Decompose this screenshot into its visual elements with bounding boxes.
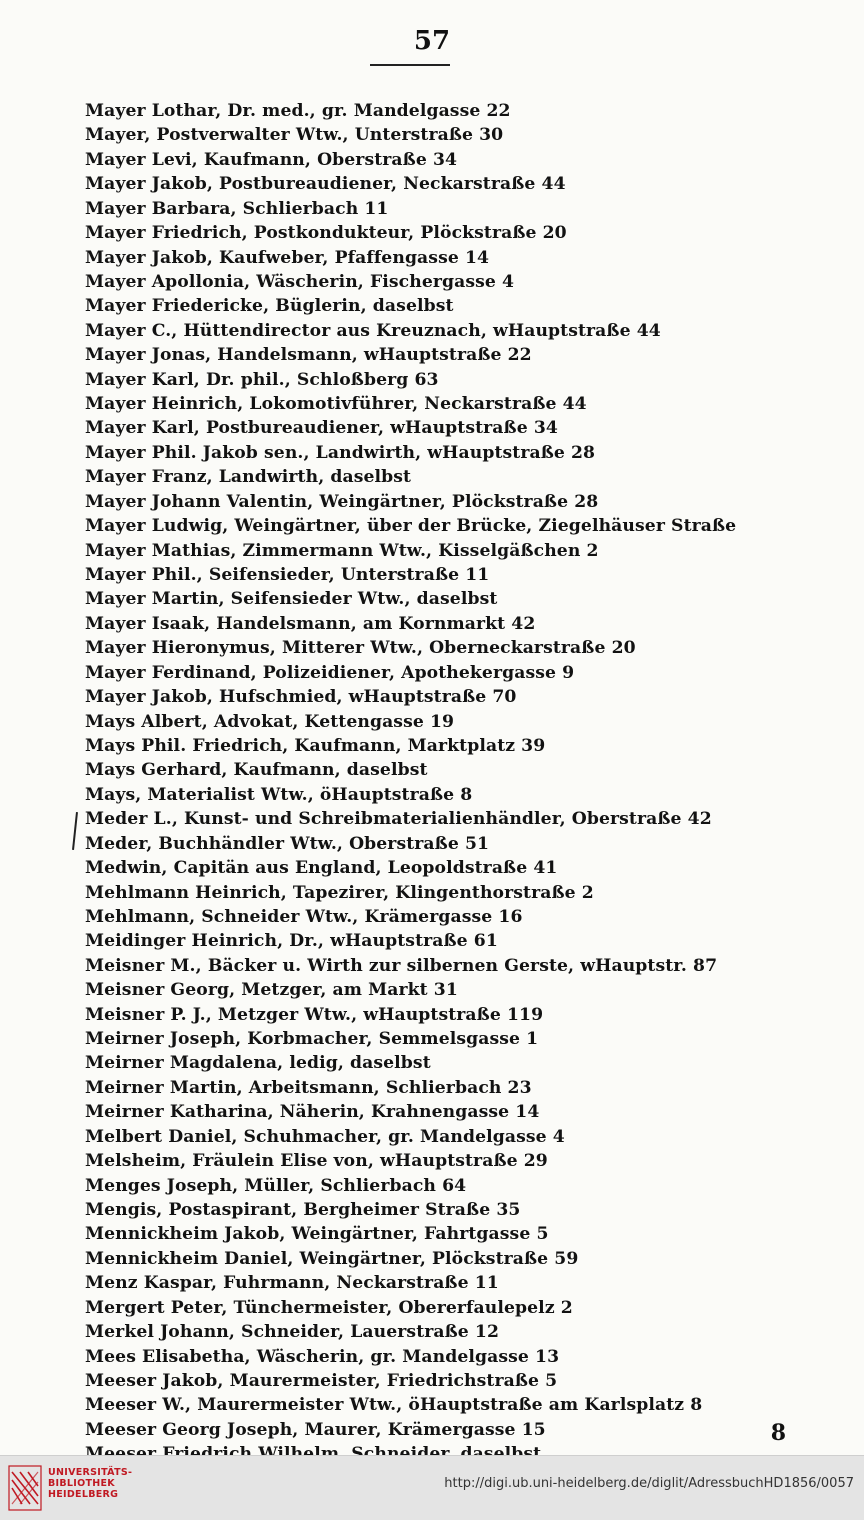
- directory-entry: Mayer Martin, Seifensieder Wtw., daselbst: [85, 589, 498, 610]
- directory-entry: Melbert Daniel, Schuhmacher, gr. Mandelgasse 4: [85, 1126, 565, 1147]
- directory-entry: Mays Gerhard, Kaufmann, daselbst: [85, 760, 428, 781]
- directory-entry: Mayer Ferdinand, Polizeidiener, Apothekergasse 9: [85, 662, 575, 683]
- directory-entry: Mengis, Postaspirant, Bergheimer Straße 35: [85, 1199, 521, 1220]
- library-name-line: BIBLIOTHEK: [48, 1478, 115, 1489]
- directory-entries: [85, 99, 785, 1467]
- directory-entry: Meisner Georg, Metzger, am Markt 31: [85, 980, 458, 1001]
- directory-entry: Meeser Georg Joseph, Maurer, Krämergasse 15: [85, 1419, 546, 1440]
- directory-entry: Meirner Magdalena, ledig, daselbst: [85, 1053, 431, 1074]
- viewer-footer: [0, 1455, 864, 1520]
- directory-entry: Mehlmann, Schneider Wtw., Krämergasse 16: [85, 906, 523, 927]
- directory-entry: Meirner Martin, Arbeitsmann, Schlierbach 23: [85, 1077, 532, 1098]
- library-name-line: HEIDELBERG: [48, 1489, 119, 1500]
- directory-entry: Menges Joseph, Müller, Schlierbach 64: [85, 1175, 467, 1196]
- directory-entry: Mayer Barbara, Schlierbach 11: [85, 198, 389, 219]
- directory-entry: Mayer Mathias, Zimmermann Wtw., Kisselgäßchen 2: [85, 540, 599, 561]
- directory-entry: Mays Phil. Friedrich, Kaufmann, Marktplatz 39: [85, 735, 546, 756]
- directory-entry: Mayer Isaak, Handelsmann, am Kornmarkt 42: [85, 613, 536, 634]
- directory-entry: Meeser Jakob, Maurermeister, Friedrichstraße 5: [85, 1370, 558, 1391]
- directory-entry: Melsheim, Fräulein Elise von, wHauptstraße 29: [85, 1151, 548, 1172]
- directory-entry: Mayer Phil. Jakob sen., Landwirth, wHauptstraße 28: [85, 442, 596, 463]
- directory-entry: Mayer Jakob, Kaufweber, Pfaffengasse 14: [85, 247, 490, 268]
- university-library-logo: [8, 1464, 42, 1512]
- directory-entry: Mergert Peter, Tünchermeister, Obererfaulepelz 2: [85, 1297, 573, 1318]
- page-number: 57: [413, 26, 451, 56]
- directory-entry: Mees Elisabetha, Wäscherin, gr. Mandelgasse 13: [85, 1346, 560, 1367]
- directory-entry: Mayer Karl, Postbureaudiener, wHauptstraße 34: [85, 418, 558, 439]
- directory-entry: Meidinger Heinrich, Dr., wHauptstraße 61: [85, 931, 498, 952]
- directory-entry: Mays, Materialist Wtw., öHauptstraße 8: [85, 784, 473, 805]
- directory-entry: Mayer Franz, Landwirth, daselbst: [85, 467, 412, 488]
- margin-mark: [72, 812, 78, 850]
- directory-entry: Meisner P. J., Metzger Wtw., wHauptstraße 119: [85, 1004, 544, 1025]
- directory-entry: Meirner Katharina, Näherin, Krahnengasse 14: [85, 1102, 540, 1123]
- directory-entry: Mayer Levi, Kaufmann, Oberstraße 34: [85, 149, 458, 170]
- directory-entry: Mayer, Postverwalter Wtw., Unterstraße 30: [85, 125, 504, 146]
- directory-entry: Mays Albert, Advokat, Kettengasse 19: [85, 711, 455, 732]
- library-name-line: UNIVERSITÄTS-: [48, 1467, 133, 1478]
- directory-entry: Mehlmann Heinrich, Tapezirer, Klingenthorstraße 2: [85, 882, 594, 903]
- directory-entry: Mayer Lothar, Dr. med., gr. Mandelgasse 22: [85, 101, 511, 121]
- directory-entry: Meeser W., Maurermeister Wtw., öHauptstraße am Karlsplatz 8: [85, 1395, 703, 1416]
- directory-entry: Mayer Jakob, Postbureaudiener, Neckarstraße 44: [85, 174, 566, 195]
- directory-entry: Mayer Jonas, Handelsmann, wHauptstraße 22: [85, 345, 532, 366]
- signature-mark: 8: [770, 1420, 786, 1446]
- library-name: [48, 1467, 132, 1500]
- directory-entry: Mayer Friedericke, Büglerin, daselbst: [85, 296, 454, 317]
- directory-entry: Mayer Phil., Seifensieder, Unterstraße 11: [85, 565, 490, 586]
- directory-entry: Mayer C., Hüttendirector aus Kreuznach, wHauptstraße 44: [85, 320, 661, 341]
- directory-entry: Mayer Apollonia, Wäscherin, Fischergasse 4: [85, 271, 515, 292]
- directory-entry: Meirner Joseph, Korbmacher, Semmelsgasse 1: [85, 1029, 539, 1050]
- directory-entry: Medwin, Capitän aus England, Leopoldstraße 41: [85, 858, 558, 879]
- permalink-url[interactable]: http://digi.ub.uni-heidelberg.de/diglit/AdressbuchHD1856/0057: [444, 1476, 854, 1491]
- directory-entry: Mayer Karl, Dr. phil., Schloßberg 63: [85, 369, 439, 390]
- directory-entry: Mayer Jakob, Hufschmied, wHauptstraße 70: [85, 687, 517, 708]
- directory-entry: Mayer Ludwig, Weingärtner, über der Brücke, Ziegelhäuser Straße: [85, 516, 737, 537]
- directory-entry: Meder L., Kunst- und Schreibmaterialienhändler, Oberstraße 42: [85, 809, 712, 830]
- directory-entry: Mennickheim Daniel, Weingärtner, Plöckstraße 59: [85, 1248, 579, 1269]
- header-rule: [370, 64, 450, 66]
- directory-entry: Mennickheim Jakob, Weingärtner, Fahrtgasse 5: [85, 1224, 549, 1245]
- directory-entry: Mayer Hieronymus, Mitterer Wtw., Oberneckarstraße 20: [85, 638, 636, 659]
- directory-entry: Meisner M., Bäcker u. Wirth zur silbernen Gerste, wHauptstr. 87: [85, 955, 718, 976]
- directory-entry: Mayer Friedrich, Postkondukteur, Plöckstraße 20: [85, 223, 567, 244]
- directory-entry: Mayer Heinrich, Lokomotivführer, Neckarstraße 44: [85, 394, 587, 415]
- directory-entry: Mayer Johann Valentin, Weingärtner, Plöckstraße 28: [85, 491, 599, 512]
- directory-entry: Meder, Buchhändler Wtw., Oberstraße 51: [85, 833, 490, 854]
- directory-entry: Menz Kaspar, Fuhrmann, Neckarstraße 11: [85, 1273, 499, 1294]
- directory-entry: Merkel Johann, Schneider, Lauerstraße 12: [85, 1322, 500, 1343]
